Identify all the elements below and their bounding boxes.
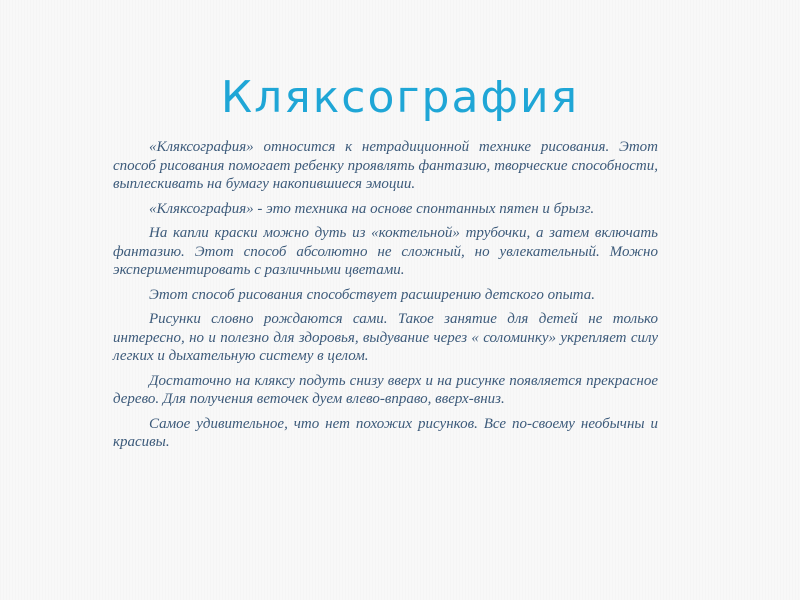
paragraph-6: Достаточно на кляксу подуть снизу вверх и на рисунке появляется прекрасное дерево. Для получения веточек дуем влево-вправо, вверх-вниз. [113,372,658,407]
paragraph-3: На капли краски можно дуть из «коктельной» трубочки, а затем включать фантазию. Этот способ абсолютно не сложный, но увлекательный. Можно экспериментировать с различными цветами. [113,225,658,278]
paragraph-7: Самое удивительное, что нет похожих рисунков. Все по-своему необычны и красивы. [113,415,658,450]
slide-body [113,138,658,458]
slide-title: Кляксография [220,72,580,123]
paragraph-1: «Кляксография» относится к нетрадиционной технике рисования. Этот способ рисования помогает ребенку проявлять фантазию, творческие способности, выплескивать на бумагу накопившиеся эмоции. [113,139,658,192]
paragraph-5: Рисунки словно рождаются сами. Такое занятие для детей не только интересно, но и полезно для здоровья, выдувание через « соломинку» укрепляет силу легких и дыхательную систему в целом. [113,311,658,364]
paragraph-4: Этот способ рисования способствует расширению детского опыта. [149,286,596,303]
paragraph-2: «Кляксография» - это техника на основе спонтанных пятен и брызг. [149,200,595,217]
